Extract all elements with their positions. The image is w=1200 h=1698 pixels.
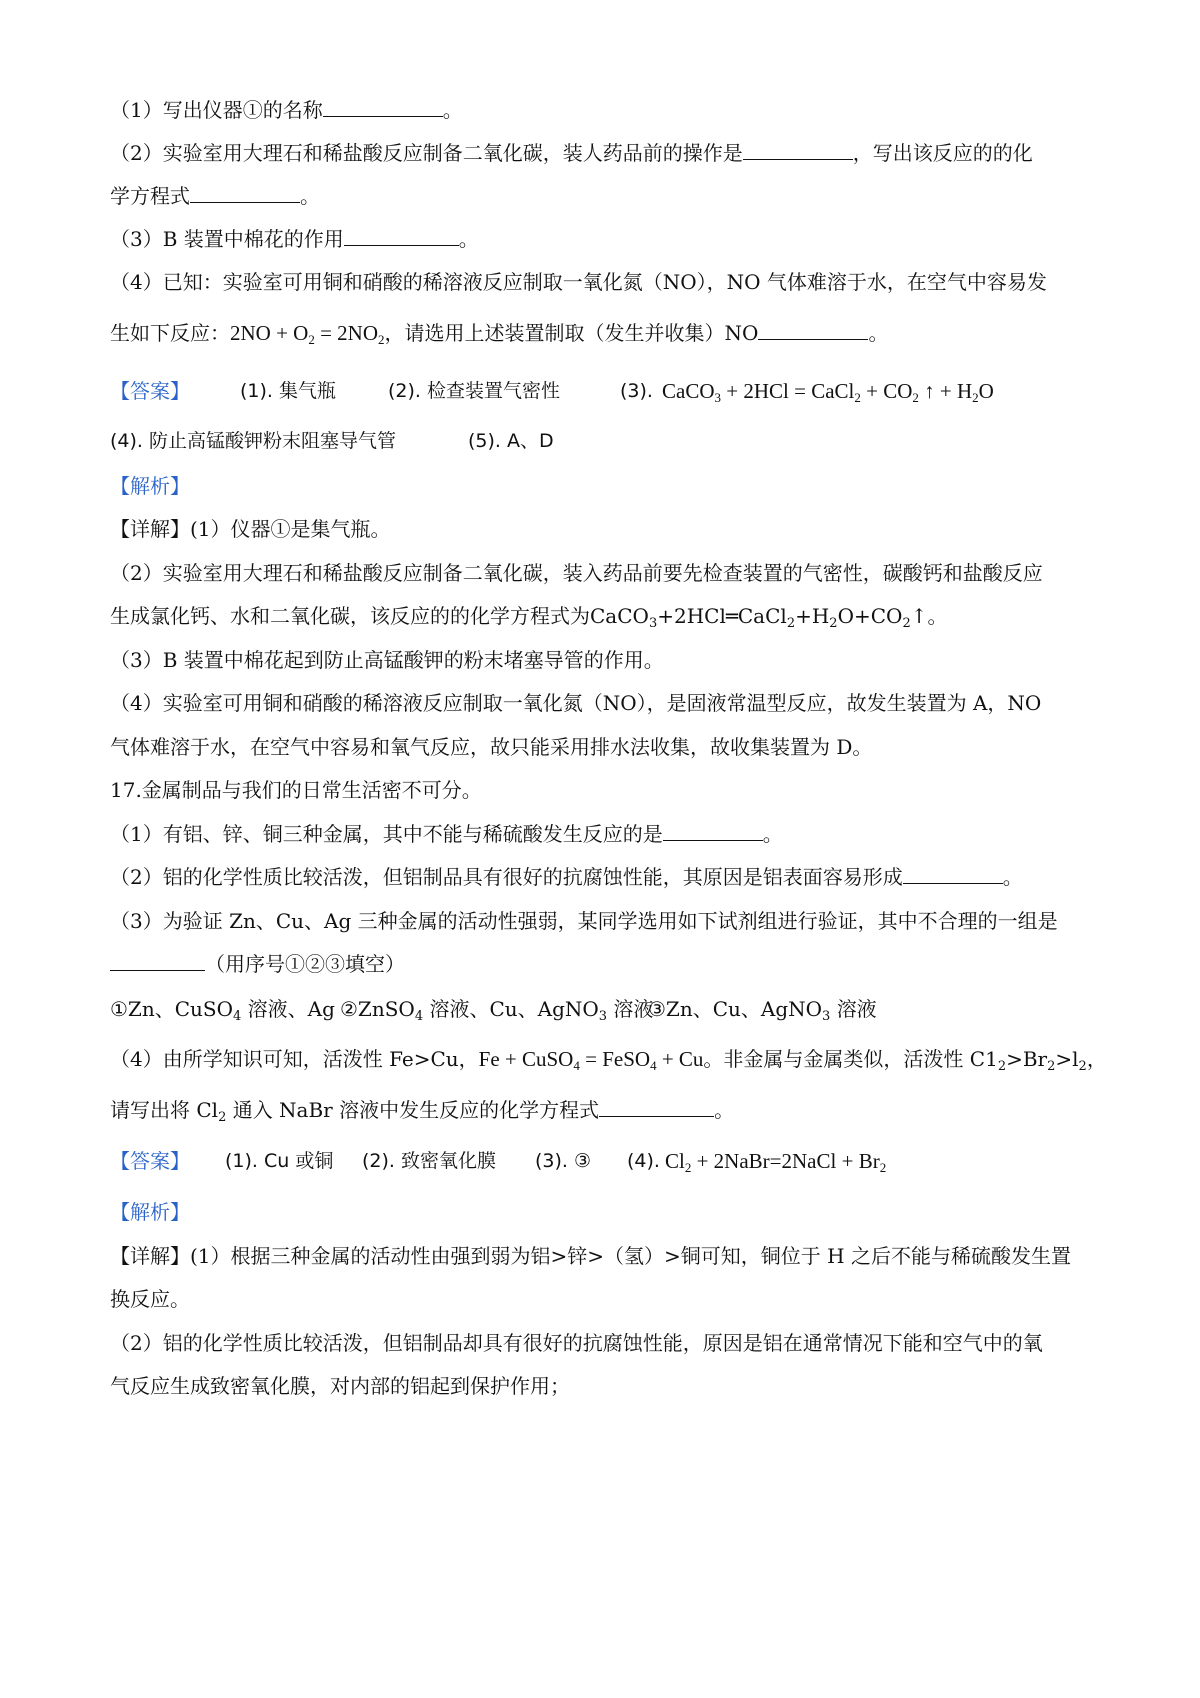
answer-tag: 【答案】 (110, 379, 190, 403)
q17-detail-1b: 换反应。 (110, 1287, 190, 1311)
answer-blank (110, 952, 205, 971)
answer-equation: CaCO$_3$ + 2HCl = CaCl$_2$ + $CO_2$ ↑ + $H_2O$ (662, 379, 994, 405)
q16-detail-4b: 气体难溶于水，在空气中容易和氧气反应，故只能采用排水法收集，故收集装置为 D。 (110, 735, 873, 759)
q17-options (110, 996, 1100, 1026)
q16-detail-3: （3）B 装置中棉花起到防止高锰酸钾的粉末堵塞导管的作用。 (110, 648, 664, 672)
answer-blank (190, 184, 300, 203)
q17-detail-2b: 气反应生成致密氧化膜，对内部的铝起到保护作用； (110, 1374, 570, 1398)
q17-part4-line1: （4）由所学知识可知，活泼性 Fe>Cu，Fe + CuSO$_4$ = FeSO$_4$ + Cu。非金属与金属类似，活泼性 $C1_2>Br_2>l_2$， (110, 1047, 1107, 1074)
answer-blank (743, 141, 853, 160)
q17-detail-1a: 【详解】(1）根据三种金属的活动性由强到弱为铝>锌>（氢）>铜可知，铜位于 H 之后不能与稀硫酸发生置 (110, 1244, 1071, 1268)
option-2: ②ZnSO$_4$ 溶液、Cu、AgNO$_3$ 溶液 (340, 997, 654, 1024)
q16-detail-4a: （4）实验室可用铜和硝酸的稀溶液反应制取一氧化氮（NO），是固液常温型反应，故发生装置为 A，NO (110, 691, 1042, 715)
answer-tag: 【答案】 (110, 1149, 190, 1173)
answer-blank (323, 98, 443, 117)
q17-part3-line1: （3）为验证 Zn、Cu、Ag 三种金属的活动性强弱，某同学选用如下试剂组进行验证，其中不合理的一组是 (110, 909, 1058, 933)
q16-detail-2b: 生成氯化钙、水和二氧化碳，该反应的的化学方程式为$CaCO_3+2HCl═CaCl_2+H_2O+CO_2↑$。 (110, 604, 948, 631)
q17-answer: 【答案】 (1). Cu 或铜 (2). 致密氧化膜 (3). ③ (4). $Cl_2$ + 2NaBr=2NaCl + $Br_2$ (110, 1149, 887, 1175)
q16-part3: （3）B 装置中棉花的作用 。 (110, 227, 479, 251)
reaction-equation: $2NO + O_2 = 2NO_2$ (230, 321, 385, 347)
q17-part1: （1）有铝、锌、铜三种金属，其中不能与稀硫酸发生反应的是 。 (110, 822, 783, 846)
answer-blank (599, 1098, 714, 1117)
answer-blank (758, 321, 868, 340)
q16-part4-line1: （4）已知：实验室可用铜和硝酸的稀溶液反应制取一氧化氮（NO），NO 气体难溶于水，在空气中容易发 (110, 270, 1047, 294)
q16-detail-2a: （2）实验室用大理石和稀盐酸反应制备二氧化碳，装入药品前要先检查装置的气密性，碳酸钙和盐酸反应 (110, 561, 1043, 585)
answer-equation: $Cl_2$ + 2NaBr=2NaCl + $Br_2$ (665, 1149, 887, 1175)
option-1: ①Zn、CuSO$_4$ 溶液、Ag (110, 997, 335, 1024)
reaction-equation: Fe + CuSO$_4$ = FeSO$_4$ + Cu (478, 1047, 704, 1073)
explanation-tag: 【解析】 (110, 1200, 190, 1224)
option-3: ③Zn、Cu、AgNO$_3$ 溶液 (648, 997, 877, 1024)
q16-detail-1: 【详解】(1）仪器①是集气瓶。 (110, 517, 391, 541)
q16-answer-line2: (4). 防止高锰酸钾粉末阻塞导气管 (5). A、D (110, 430, 554, 452)
q16-part2-line1: （2）实验室用大理石和稀盐酸反应制备二氧化碳，装人药品前的操作是 ，写出该反应的的化 (110, 141, 1033, 165)
answer-blank (663, 822, 763, 841)
q16-part4-line2: 生如下反应：$2NO + O_2 = 2NO_2$，请选用上述装置制取（发生并收集）NO 。 (110, 321, 889, 347)
answer-blank (903, 865, 1003, 884)
q17-title: 17.金属制品与我们的日常生活密不可分。 (110, 778, 482, 802)
q16-answer-line1: 【答案】 (1). 集气瓶 (2). 检查装置气密性 (3). CaCO$_3$ + 2HCl = CaCl$_2$ + $CO_2$ ↑ + $H_2O$ (110, 379, 994, 405)
q17-part2: （2）铝的化学性质比较活泼，但铝制品具有很好的抗腐蚀性能，其原因是铝表面容易形成 。 (110, 865, 1023, 889)
answer-blank (344, 227, 459, 246)
q16-part2-line2: 学方程式 。 (110, 184, 320, 208)
q17-part4-line2: 请写出将 $Cl_2$ 通入 NaBr 溶液中发生反应的化学方程式 。 (110, 1098, 735, 1125)
q16-part1: （1）写出仪器①的名称 。 (110, 98, 463, 122)
q17-part3-line2: （用序号①②③填空） (110, 951, 1100, 977)
equation-inline: $CaCO_3+2HCl═CaCl_2+H_2O+CO_2↑$。 (590, 604, 948, 631)
explanation-tag: 【解析】 (110, 474, 190, 498)
q17-detail-2a: （2）铝的化学性质比较活泼，但铝制品却具有很好的抗腐蚀性能，原因是铝在通常情况下能和空气中的氧 (110, 1331, 1043, 1355)
